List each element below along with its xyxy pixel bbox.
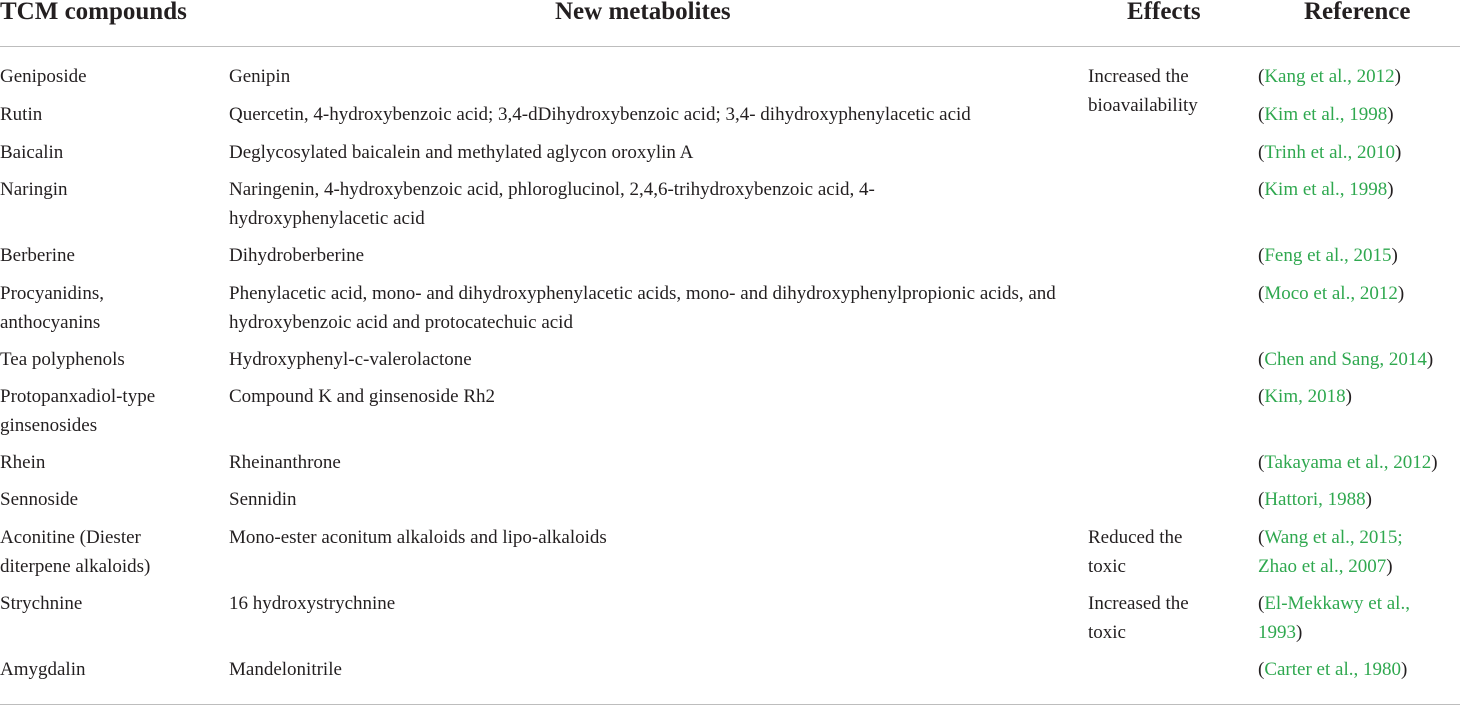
reference-cell: (Kim et al., 1998): [1258, 179, 1394, 200]
reference-link[interactable]: Trinh et al., 2010: [1264, 142, 1396, 163]
reference-cell: (Moco et al., 2012): [1258, 283, 1405, 304]
reference-cell: (Kim, 2018): [1258, 386, 1352, 407]
reference-link[interactable]: Carter et al., 1980: [1264, 659, 1401, 680]
reference-link[interactable]: Hattori, 1988: [1264, 489, 1366, 510]
metabolites-cell: Deglycosylated baicalein and methylated aglycon oroxylin A: [229, 142, 694, 163]
compound-cell: Amygdalin: [0, 659, 86, 680]
header-new-metabolites: New metabolites: [555, 0, 731, 25]
reference-cell: (Feng et al., 2015): [1258, 245, 1398, 266]
metabolites-cell: Dihydroberberine: [229, 245, 365, 266]
compound-cell: Strychnine: [0, 593, 83, 614]
compound-cell: Naringin: [0, 179, 68, 200]
reference-cell: (Kang et al., 2012): [1258, 66, 1401, 87]
reference-link[interactable]: Kim et al., 1998: [1264, 104, 1388, 125]
metabolites-cell: Rheinanthrone: [229, 452, 341, 473]
reference-cell: (Kim et al., 1998): [1258, 104, 1394, 125]
metabolites-cell: Compound K and ginsenoside Rh2: [229, 386, 495, 407]
compound-cell: Aconitine (Diester diterpene alkaloids): [0, 527, 151, 577]
metabolites-cell: Mandelonitrile: [229, 659, 342, 680]
reference-link[interactable]: Kang et al., 2012: [1264, 66, 1395, 87]
compound-cell: Protopanxadiol-type ginsenosides: [0, 386, 156, 436]
reference-link[interactable]: Feng et al., 2015: [1264, 245, 1392, 266]
reference-cell: (Carter et al., 1980): [1258, 659, 1408, 680]
metabolites-cell: Quercetin, 4-hydroxybenzoic acid; 3,4-dDihydroxybenzoic acid; 3,4- dihydroxyphenylacetic acid: [229, 104, 971, 125]
reference-cell: (Takayama et al., 2012): [1258, 452, 1438, 473]
reference-link[interactable]: Moco et al., 2012: [1264, 283, 1398, 304]
header-reference: Reference: [1304, 0, 1411, 25]
table-header: [0, 0, 1460, 47]
compound-cell: Sennoside: [0, 489, 79, 510]
reference-link[interactable]: Wang et al., 2015;: [1264, 527, 1403, 548]
effect-cell: Increased the toxic: [1088, 593, 1189, 643]
bottom-divider: [0, 704, 1460, 705]
compound-cell: Berberine: [0, 245, 75, 266]
metabolites-cell: Genipin: [229, 66, 291, 87]
reference-link[interactable]: Zhao et al., 2007: [1258, 555, 1387, 577]
reference-link[interactable]: Kim et al., 1998: [1264, 179, 1388, 200]
reference-cell: (Chen and Sang, 2014): [1258, 349, 1434, 370]
reference-link[interactable]: Chen and Sang, 2014: [1264, 349, 1427, 370]
metabolites-cell: Phenylacetic acid, mono- and dihydroxyphenylacetic acids, mono- and dihydroxyphenylpropionic acids, and hydroxybenzoic acid and protocatechuic acid: [229, 283, 1056, 333]
reference-cell: (Trinh et al., 2010): [1258, 142, 1402, 163]
header-tcm-compounds: TCM compounds: [0, 0, 187, 25]
reference-link[interactable]: Takayama et al., 2012: [1264, 452, 1432, 473]
compound-cell: Baicalin: [0, 142, 64, 163]
metabolites-cell: Sennidin: [229, 489, 297, 510]
metabolites-cell: 16 hydroxystrychnine: [229, 593, 396, 614]
metabolites-cell: Hydroxyphenyl-c-valerolactone: [229, 349, 472, 370]
metabolites-cell: Naringenin, 4-hydroxybenzoic acid, phloroglucinol, 2,4,6-trihydroxybenzoic acid, 4-hydroxyphenylacetic acid: [229, 179, 875, 229]
header-effects: Effects: [1127, 0, 1201, 25]
reference-cell: (El-Mekkawy et al., 1993): [1258, 593, 1410, 643]
compound-cell: Tea polyphenols: [0, 349, 125, 370]
reference-link[interactable]: Kim, 2018: [1264, 386, 1346, 407]
compound-cell: Rhein: [0, 452, 46, 473]
compound-cell: Geniposide: [0, 66, 87, 87]
compound-cell: Procyanidins, anthocyanins: [0, 283, 104, 333]
effect-cell: Reduced the toxic: [1088, 527, 1183, 577]
reference-link[interactable]: El-Mekkawy et al., 1993: [1258, 593, 1410, 643]
reference-cell: (Hattori, 1988): [1258, 489, 1372, 510]
reference-cell: (Wang et al., 2015; Zhao et al., 2007): [1258, 527, 1403, 577]
effect-cell: Increased the bioavailability: [1088, 66, 1198, 116]
compound-cell: Rutin: [0, 104, 43, 125]
metabolites-cell: Mono-ester aconitum alkaloids and lipo-alkaloids: [229, 527, 607, 548]
